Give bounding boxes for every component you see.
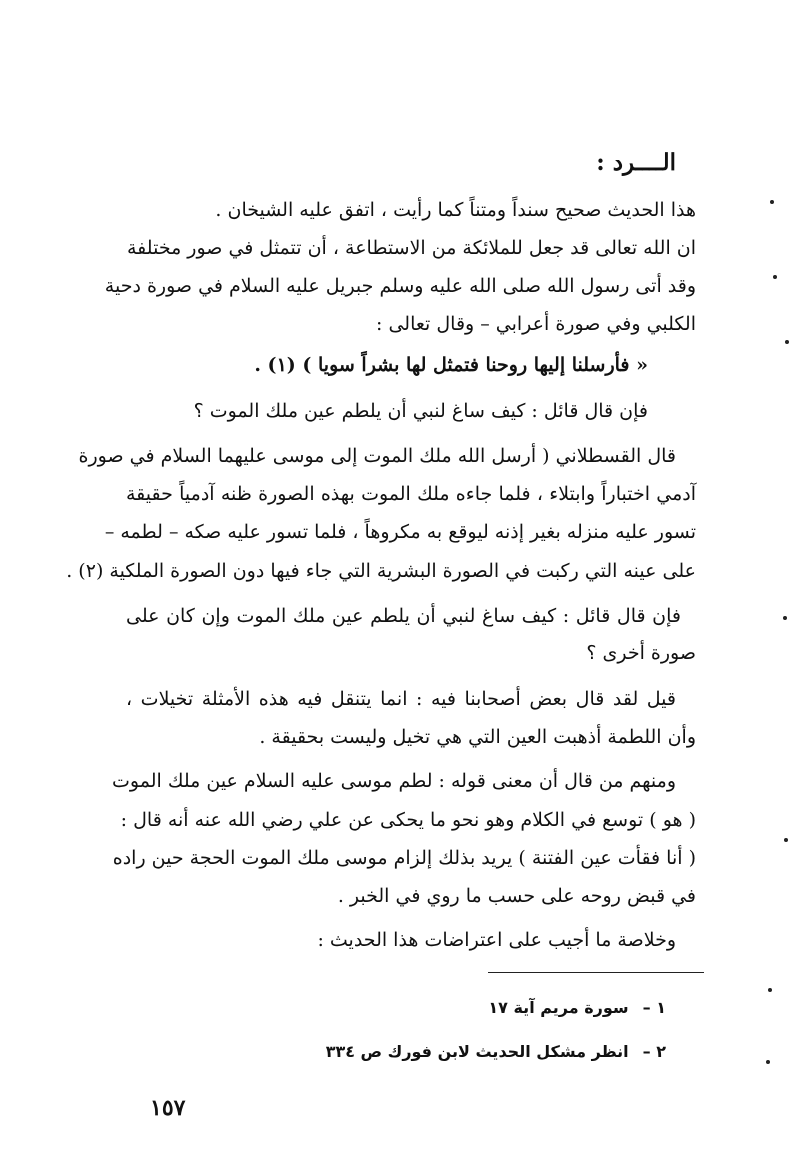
paragraph-5-line-1: قال القسطلاني ( أرسل الله ملك الموت إلى موسى عليهما السلام في صورة xyxy=(78,445,676,467)
scan-speck xyxy=(766,1060,770,1064)
footnote-2-number: ٢ – xyxy=(642,1042,666,1061)
footnote-2 xyxy=(326,1039,666,1065)
scan-speck xyxy=(773,275,777,279)
section-heading: الــــرد : xyxy=(596,149,676,176)
paragraph-6-line-2: صورة أخرى ؟ xyxy=(586,642,696,664)
paragraph-9-line-1: وخلاصة ما أجيب على اعتراضات هذا الحديث : xyxy=(317,929,676,951)
paragraph-8-line-4: في قبض روحه على حسب ما روي في الخبر . xyxy=(337,885,696,907)
paragraph-8-line-3: ( أنا فقأت عين الفتنة ) يريد بذلك إلزام موسى ملك الموت الحجة حين راده xyxy=(112,847,696,869)
paragraph-8-line-2: ( هو ) توسع في الكلام وهو نحو ما يحكى عن علي رضي الله عنه أنه قال : xyxy=(120,809,696,831)
paragraph-5-line-4: على عينه التي ركبت في الصورة البشرية التي جاء فيها دون الصورة الملكية (٢) . xyxy=(66,560,696,582)
paragraph-1-line-1: هذا الحديث صحيح سنداً ومتناً كما رأيت ، اتفق عليه الشيخان . xyxy=(215,199,696,221)
paragraph-5-line-3: تسور عليه منزله بغير إذنه ليوقع به مكروهاً ، فلما تسور عليه صكه – لطمه – xyxy=(104,521,696,543)
paragraph-2-line-2: وقد أتى رسول الله صلى الله عليه وسلم جبريل عليه السلام في صورة دحية xyxy=(104,275,696,297)
scan-speck xyxy=(768,988,772,992)
paragraph-4-line-1: فإن قال قائل : كيف ساغ لنبي أن يلطم عين ملك الموت ؟ xyxy=(193,400,648,422)
paragraph-8-line-1: ومنهم من قال أن معنى قوله : لطم موسى عليه السلام عين ملك الموت xyxy=(112,770,676,792)
scan-speck xyxy=(785,340,789,344)
quran-verse: « فأرسلنا إليها روحنا فتمثل لها بشراً سويا ) (١) . xyxy=(254,354,648,376)
footnote-1-text: سورة مريم آية ١٧ xyxy=(488,998,629,1017)
paragraph-2-line-3: الكلبي وفي صورة أعرابي – وقال تعالى : xyxy=(376,313,696,335)
page-number: ١٥٧ xyxy=(150,1095,186,1121)
footnote-separator xyxy=(488,972,704,973)
paragraph-7-line-1: قيل لقد قال بعض أصحابنا فيه : انما يتنقل فيه هذه الأمثلة تخيلات ، xyxy=(126,688,676,710)
paragraph-6-line-1: فإن قال قائل : كيف ساغ لنبي أن يلطم عين ملك الموت وإن كان على xyxy=(126,605,681,627)
scan-speck xyxy=(783,616,787,620)
footnote-2-text: انظر مشكل الحديث لابن فورك ص ٣٣٤ xyxy=(325,1042,629,1061)
footnote-1 xyxy=(488,995,666,1021)
footnote-1-number: ١ – xyxy=(642,998,666,1017)
scan-speck xyxy=(770,200,774,204)
scan-speck xyxy=(784,838,788,842)
paragraph-5-line-2: آدمي اختباراً وابتلاء ، فلما جاءه ملك الموت بهذه الصورة ظنه آدمياً حقيقة xyxy=(126,483,696,505)
paragraph-7-line-2: وأن اللطمة أذهبت العين التي هي تخيل وليست بحقيقة . xyxy=(259,726,696,748)
paragraph-2-line-1: ان الله تعالى قد جعل للملائكة من الاستطاعة ، أن تتمثل في صور مختلفة xyxy=(127,237,696,259)
